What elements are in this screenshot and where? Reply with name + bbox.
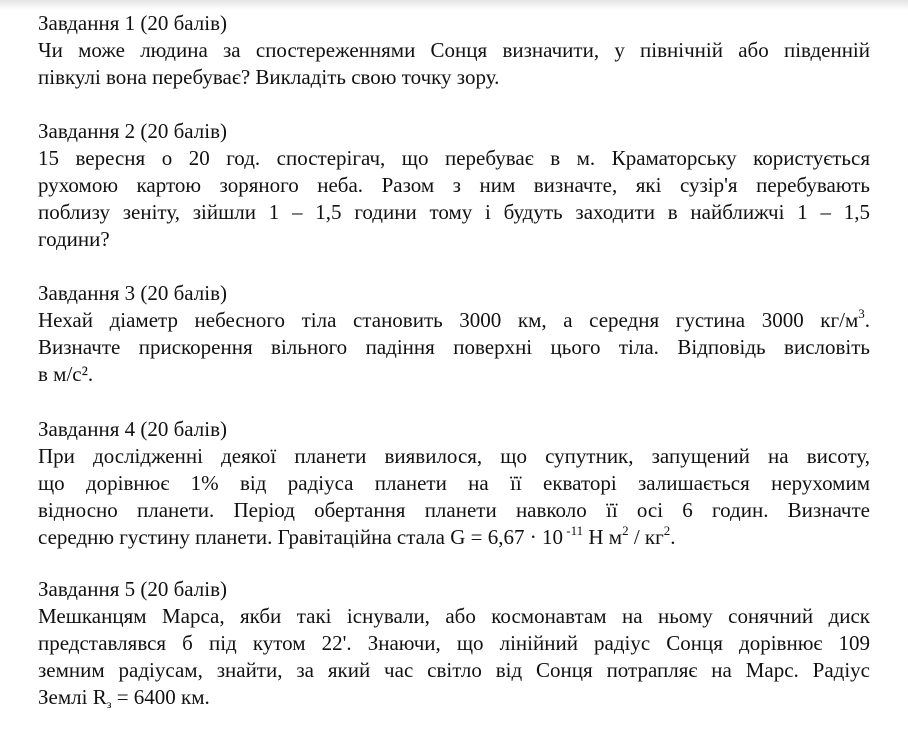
task-title: Завдання 5 (20 балів) (38, 577, 228, 601)
superscript: 2 (622, 523, 629, 538)
line-text: / кг (628, 525, 664, 549)
task-4 (38, 416, 870, 551)
task-title: Завдання 3 (20 балів) (38, 281, 228, 305)
text-line: Мешканцям Марса, якби такі існували, або космонавтам на ньому сонячний диск (38, 604, 870, 628)
superscript: -11 (562, 523, 584, 538)
text-line: що дорівнює 1% від радіуса планети на її екваторі залишається нерухомим (38, 471, 870, 495)
task-body (38, 603, 870, 711)
task-title: Завдання 2 (20 балів) (38, 119, 228, 143)
text-line: Визначте прискорення вільного падіння поверхні цього тіла. Відповідь висловіть (38, 335, 870, 359)
text-line: земним радіусам, знайти, за який час світло від Сонця потрапляє на Марс. Радіус (38, 658, 870, 682)
line-text: = 6400 км. (111, 685, 210, 709)
formula-line (38, 524, 870, 551)
line-text: середню густину планети. Гравітаційна стала G = 6,67 · 10 (38, 525, 563, 549)
task-body (38, 37, 870, 91)
text-line: поблизу зеніту, зійшли 1 – 1,5 години тому і будуть заходити в найближчі 1 – 1,5 (38, 200, 870, 224)
text-line (38, 307, 870, 334)
text-line: рухомою картою зоряного неба. Разом з ним визначте, які сузір'я перебувають (38, 173, 870, 197)
formula-line (38, 684, 870, 711)
task-5 (38, 576, 870, 711)
text-line: Чи може людина за спостереженнями Сонця визначити, у північній або південній (38, 38, 870, 62)
superscript: 3 (858, 306, 865, 321)
text-line: в м/с². (38, 362, 94, 386)
text-line: 15 вересня о 20 год. спостерігач, що перебуває в м. Краматорську користується (38, 146, 870, 170)
task-title: Завдання 4 (20 балів) (38, 417, 228, 441)
text-line: півкулі вона перебуває? Викладіть свою точку зору. (38, 65, 500, 89)
task-body (38, 145, 870, 253)
line-text: Нехай діаметр небесного тіла становить 3000 км, а середня густина 3000 кг/м (38, 308, 859, 332)
line-end: . (864, 308, 870, 332)
task-body (38, 307, 870, 388)
subscript: з (106, 697, 112, 711)
task-title: Завдання 1 (20 балів) (38, 11, 228, 35)
top-shadow (0, 0, 908, 10)
task-2 (38, 118, 870, 253)
task-body (38, 443, 870, 551)
text-line: години? (38, 227, 110, 251)
task-3 (38, 280, 870, 388)
line-text: Н м (583, 525, 623, 549)
superscript: 2 (663, 523, 671, 538)
line-text: Землі R (38, 685, 107, 709)
text-line: представлявся б під кутом 22'. Знаючи, що лінійний радіус Сонця дорівнює 109 (38, 631, 870, 655)
text-line: відносно планети. Період обертання планети навколо її осі 6 годин. Визначте (38, 498, 870, 522)
line-end: . (670, 525, 676, 549)
text-line: При дослідженні деякої планети виявилося, що супутник, запущений на висоту, (38, 444, 870, 468)
task-1 (38, 10, 870, 91)
